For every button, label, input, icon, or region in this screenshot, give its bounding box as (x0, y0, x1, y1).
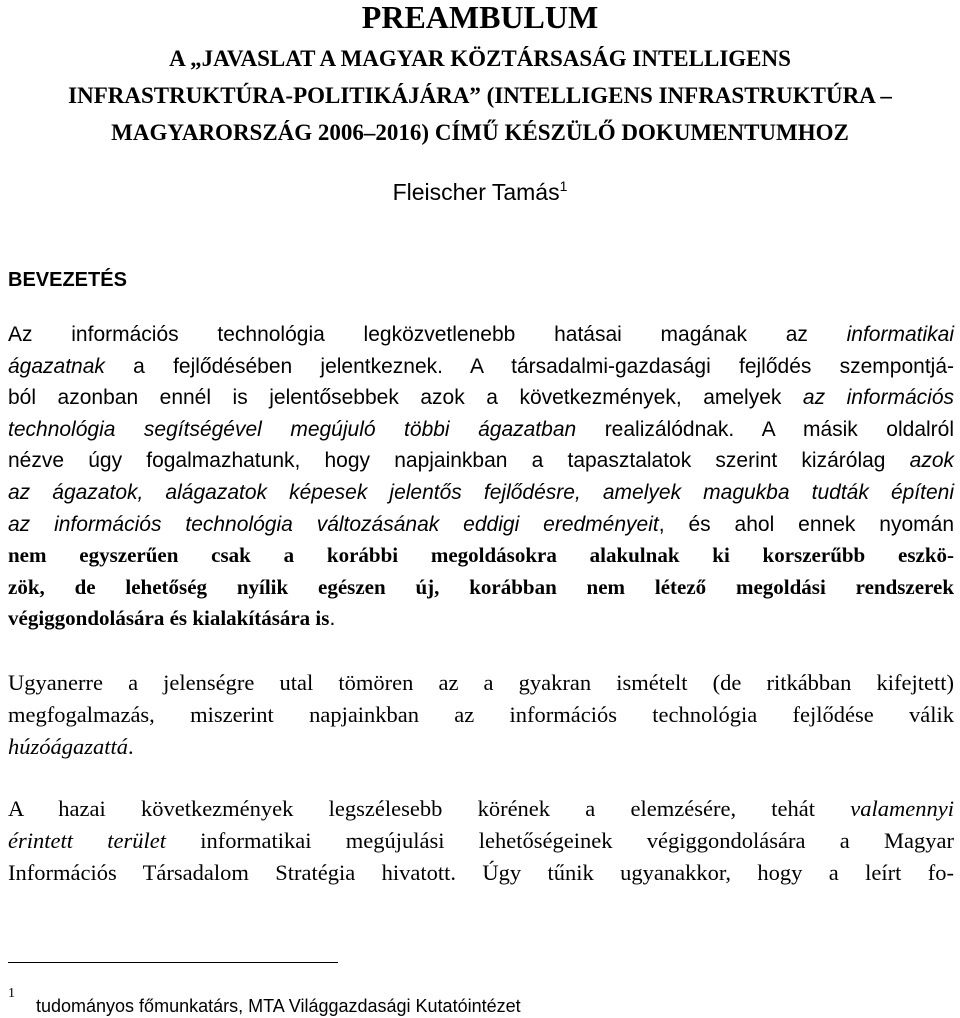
subtitle-line: INFRASTRUKTÚRA-POLITIKÁJÁRA” (INTELLIGENS INFRASTRUKTÚRA – (68, 83, 892, 108)
text-line: húzóágazattá. (8, 734, 134, 759)
author-name: Fleischer Tamás (392, 179, 560, 205)
text-line: technológia segítségével megújuló többi ágazatban realizálódnak. A másik oldalról (8, 417, 955, 441)
footnote-divider (8, 962, 338, 963)
text-line: Az információs technológia legközvetlenebb hatásai magának az informatikai (8, 323, 954, 346)
subtitle-line: A „JAVASLAT A MAGYAR KÖZTÁRSASÁG INTELLIGENS (169, 46, 791, 71)
subtitle-line: MAGYARORSZÁG 2006–2016) CÍMŰ KÉSZÜLŐ DOKUMENTUMHOZ (111, 120, 849, 145)
footnote-number: 1 (8, 986, 15, 1001)
text-line: érintett terület informatikai megújulási lehetőségeinek végiggondolására a Magyar (8, 828, 954, 853)
text-line: zök, de lehetőség nyílik egészen új, korábban nem létező megoldási rendszerek (8, 574, 954, 599)
section-heading: BEVEZETÉS (8, 269, 127, 291)
paragraph-second (8, 667, 954, 763)
document-title: PREAMBULUM (361, 0, 599, 35)
paragraph-introduction (8, 319, 954, 635)
text-line: az információs technológia változásának eddigi eredményeit, és ahol ennek nyomán (8, 512, 955, 536)
document-subtitle (0, 40, 960, 151)
paragraph-third (8, 793, 954, 889)
text-line: ágazatnak a fejlődésében jelentkeznek. A társadalmi-gazdasági fejlődés szempontjá- (8, 354, 954, 378)
text-line: megfogalmazás, miszerint napjainkban az információs technológia fejlődése válik (8, 702, 954, 727)
text-line: az ágazatok, alágazatok képesek jelentős fejlődésre, amelyek magukba tudták építeni (8, 480, 954, 504)
footnote-reference[interactable]: 1 (559, 178, 568, 194)
text-line: A hazai következmények legszélesebb körének a elemzésére, tehát valamennyi (8, 796, 954, 821)
text-line: nem egyszerűen csak a korábbi megoldásokra alakulnak ki korszerűbb eszkö- (8, 543, 954, 568)
footnote-text: tudományos főmunkatárs, MTA Világgazdasági Kutatóintézet (36, 996, 521, 1016)
text-line: végiggondolására és kialakítására is. (8, 606, 336, 631)
text-line: Ugyanerre a jelenségre utal tömören az a gyakran ismételt (de ritkábban kifejtett) (8, 670, 954, 695)
author-line (0, 172, 960, 206)
text-line: nézve úgy fogalmazhatunk, hogy napjainkban a tapasztalatok szerint kizárólag azok (8, 449, 954, 473)
text-line: ból azonban ennél is jelentősebbek azok a következmények, amelyek az információs (8, 386, 954, 410)
text-line: Információs Társadalom Stratégia hivatott. Úgy tűnik ugyanakkor, hogy a leírt fo- (8, 860, 954, 885)
